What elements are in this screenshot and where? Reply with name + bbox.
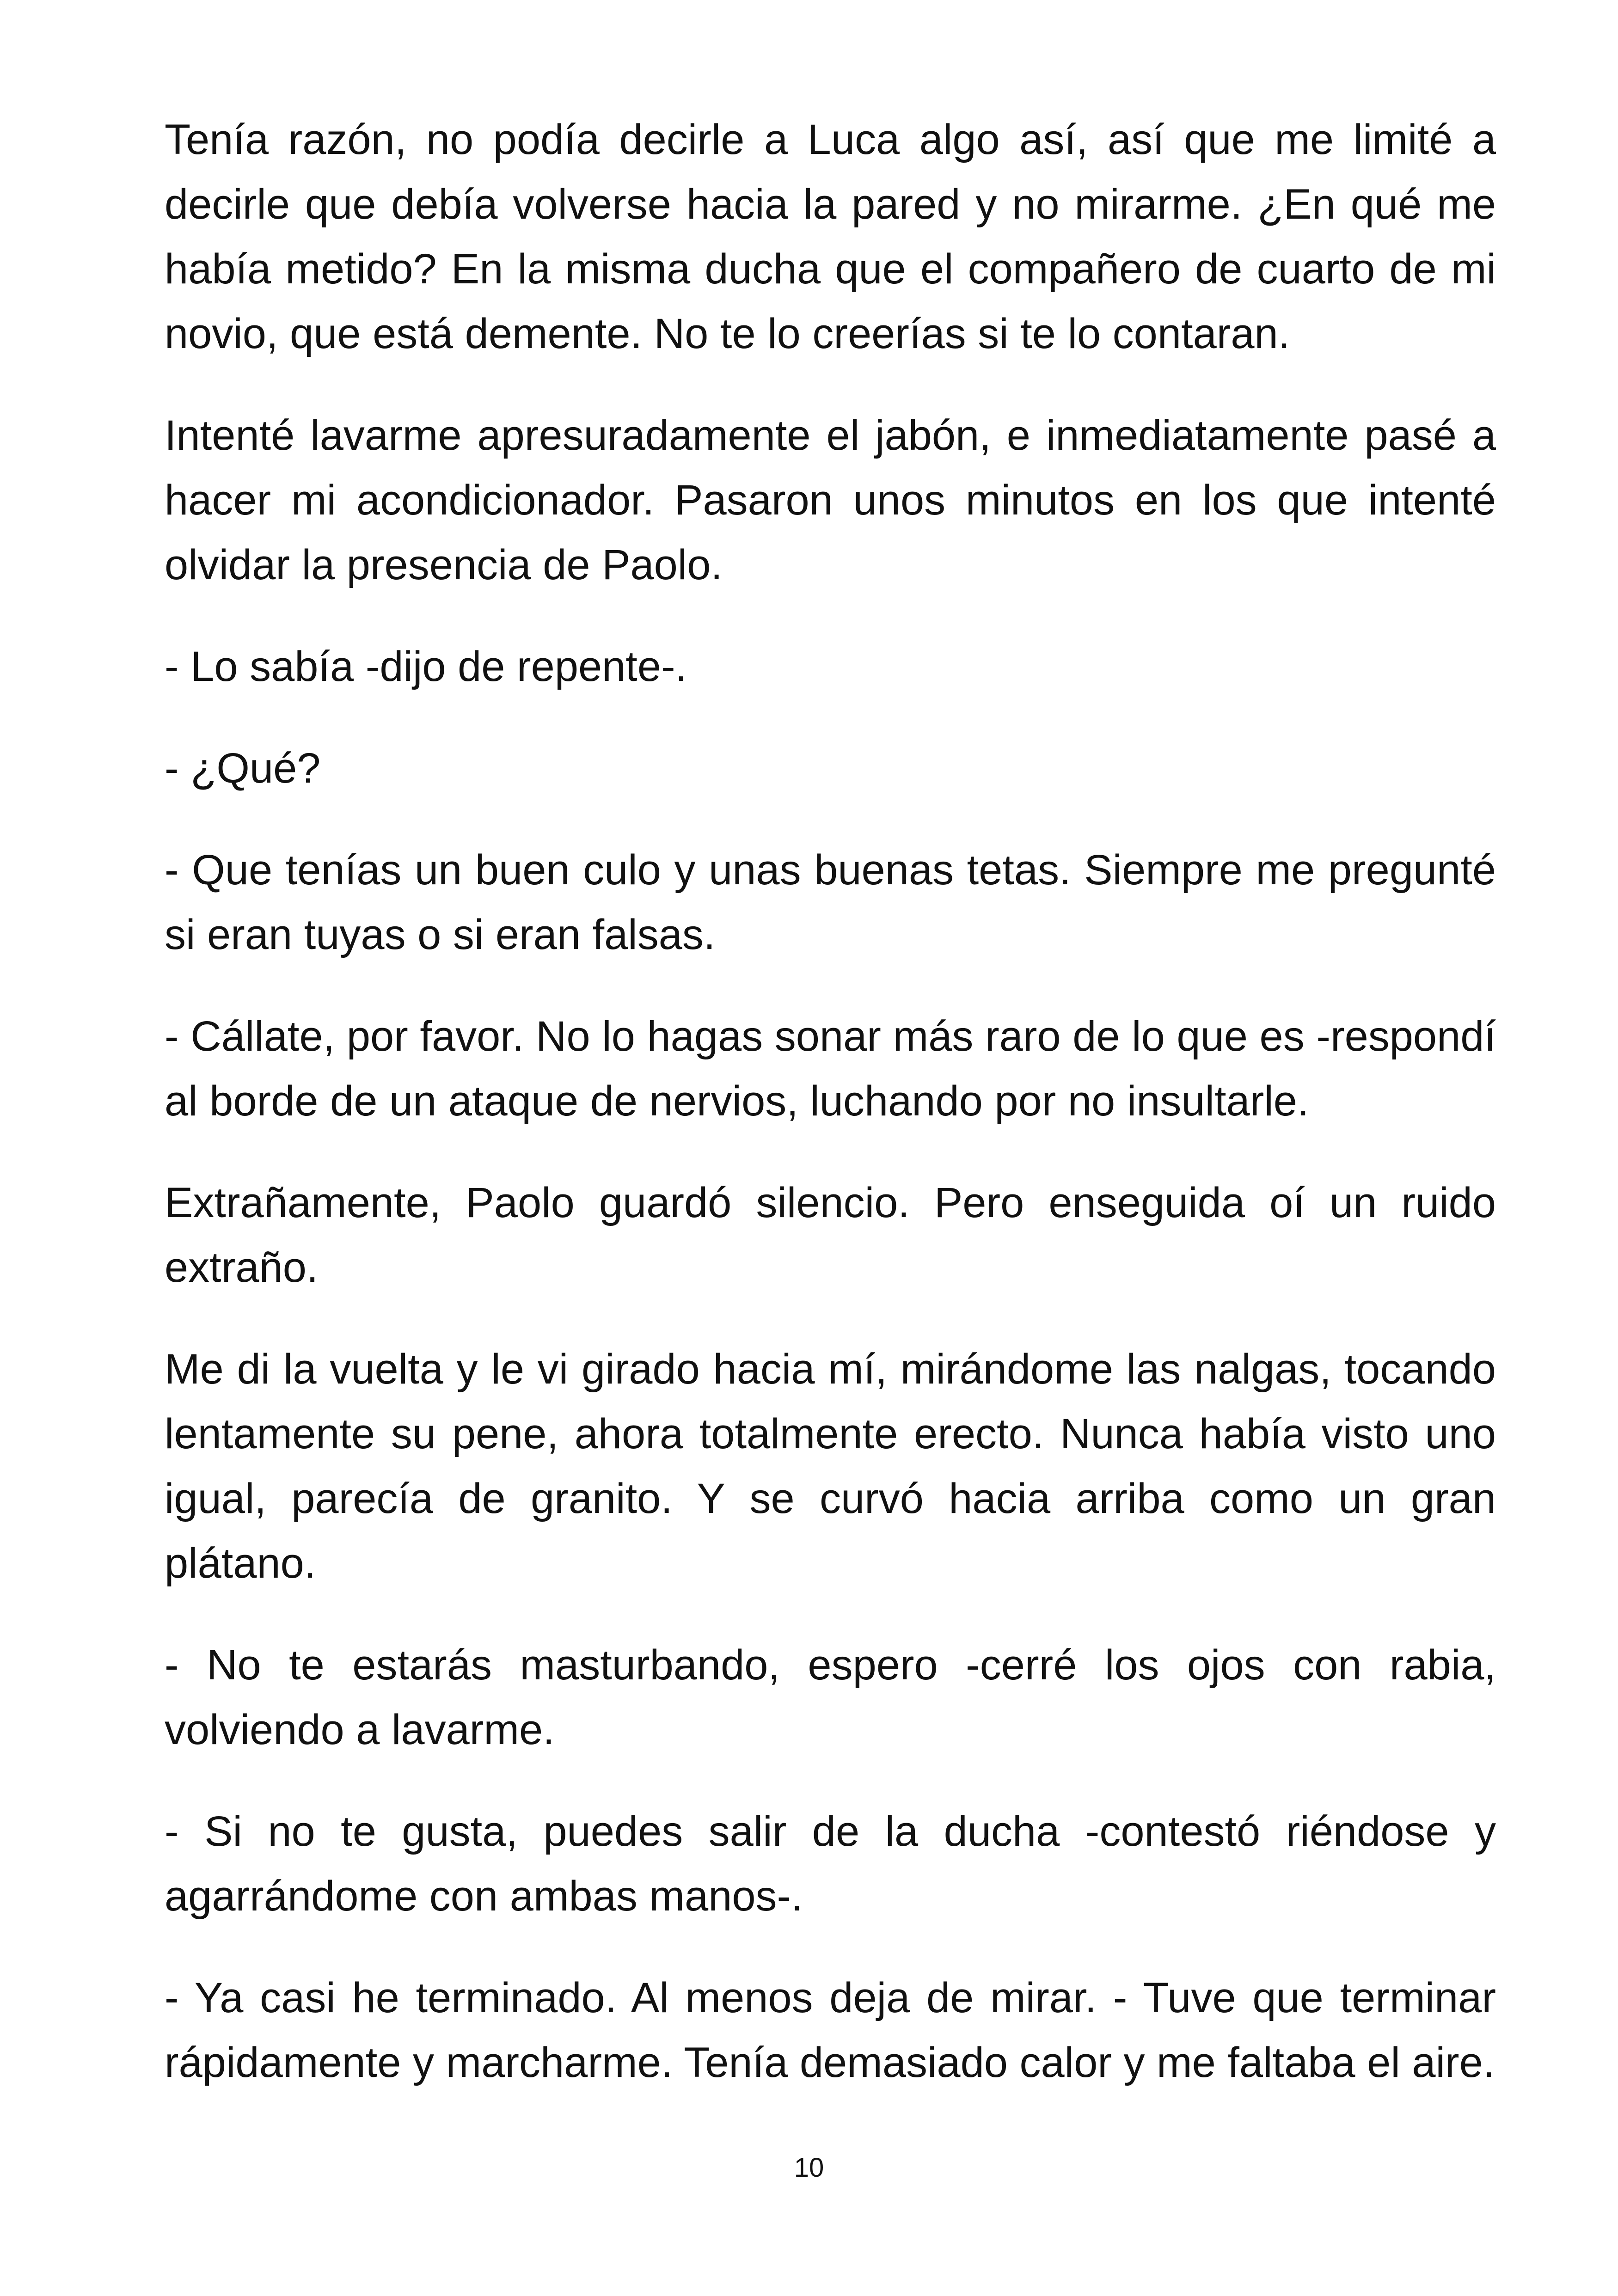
paragraph: - Que tenías un buen culo y unas buenas tetas. Siempre me pregunté si eran tuyas o si eran falsas. [165,846,1496,958]
paragraph: Me di la vuelta y le vi girado hacia mí, mirándome las nalgas, tocando lentamente su pene, ahora totalmente erecto. Nunca había visto uno igual, parecía de granito. Y se curvó hacia arriba como un gran plátano. [165,1346,1496,1587]
paragraph: - No te estarás masturbando, espero -cerré los ojos con rabia, volviendo a lavarme. [165,1641,1496,1753]
body-text [165,107,1496,2132]
paragraph: - Si no te gusta, puedes salir de la ducha -contestó riéndose y agarrándome con ambas manos-. [165,1808,1496,1920]
paragraph: - Cállate, por favor. No lo hagas sonar más raro de lo que es -respondí al borde de un ataque de nervios, luchando por no insultarle. [165,1013,1496,1125]
page-number: 10 [794,2153,824,2183]
paragraph: Extrañamente, Paolo guardó silencio. Pero enseguida oí un ruido extraño. [165,1179,1496,1291]
paragraph: - ¿Qué? [165,745,321,792]
paragraph: Tenía razón, no podía decirle a Luca algo así, así que me limité a decirle que debía volverse hacia la pared y no mirarme. ¿En qué me había metido? En la misma ducha que el compañero de cuarto de mi novio, que está demente. No te lo creerías si te lo contaran. [165,116,1496,357]
paragraph: - Ya casi he terminado. Al menos deja de mirar. - Tuve que terminar rápidamente y marcharme. Tenía demasiado calor y me faltaba el aire. [165,1974,1496,2086]
paragraph: Intenté lavarme apresuradamente el jabón, e inmediatamente pasé a hacer mi acondicionador. Pasaron unos minutos en los que intenté olvidar la presencia de Paolo. [165,412,1496,588]
paragraph: - Lo sabía -dijo de repente-. [165,643,687,690]
